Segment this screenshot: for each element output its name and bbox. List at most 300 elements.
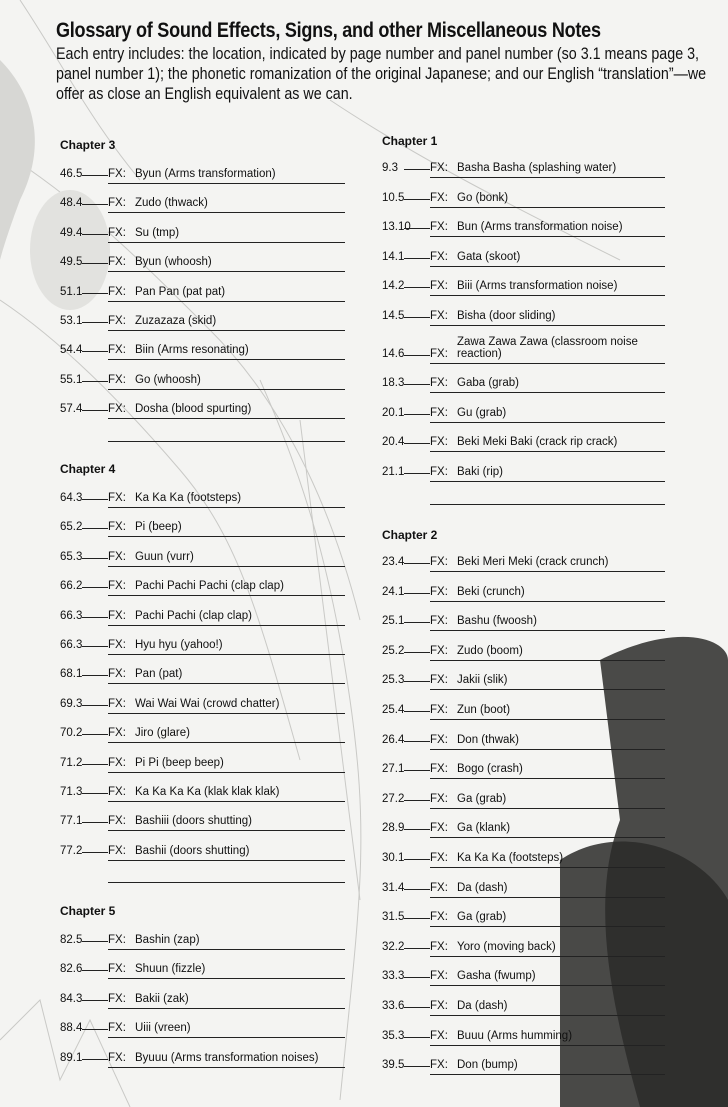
entry-dash	[404, 258, 430, 259]
entry-dash	[404, 473, 430, 474]
entry-dash	[82, 734, 108, 735]
entry-description: Beki (crunch)	[457, 585, 525, 598]
entry-description: Beki Meri Meki (crack crunch)	[457, 556, 609, 568]
entry-dash	[404, 287, 430, 288]
glossary-entry	[382, 215, 665, 237]
entry-location: 21.1	[382, 466, 405, 478]
entry-rule	[108, 772, 345, 773]
glossary-entry	[60, 309, 345, 331]
entry-description: Su (tmp)	[135, 226, 180, 239]
entry-location: 24.1	[382, 585, 405, 598]
glossary-entry	[382, 668, 665, 690]
glossary-entry	[382, 905, 665, 927]
entry-dash	[404, 741, 430, 742]
entry-location: 30.1	[382, 852, 405, 864]
entry-location: 66.2	[60, 580, 83, 593]
entry-dash	[404, 977, 430, 978]
glossary-entry	[60, 280, 345, 302]
entry-description: Zudo (boom)	[457, 644, 523, 657]
entry-description: Wai Wai Wai (crowd chatter)	[135, 697, 280, 710]
entry-location: 69.3	[60, 697, 83, 710]
chapter-heading: Chapter 2	[382, 528, 438, 542]
entry-location: 49.4	[60, 226, 83, 239]
entry-rule	[108, 389, 345, 390]
entry-dash	[82, 499, 108, 500]
glossary-entry	[382, 698, 665, 720]
entry-rule	[108, 271, 345, 272]
entry-dash	[404, 1066, 430, 1067]
entry-rule	[108, 742, 345, 743]
entry-rule	[108, 801, 345, 802]
glossary-title: Glossary of Sound Effects, Signs, and other Miscellaneous Notes	[56, 19, 601, 42]
chapter-heading: Chapter 5	[60, 904, 116, 918]
glossary-entry	[60, 721, 345, 743]
entry-location: 53.1	[60, 315, 83, 327]
entry-location: 14.5	[382, 310, 405, 322]
entry-dash	[404, 414, 430, 415]
entry-description: Ga (grab)	[457, 792, 507, 805]
entry-dash	[82, 1029, 108, 1030]
fx-label: FX:	[108, 934, 126, 946]
fx-label: FX:	[108, 373, 126, 386]
entry-description: Go (whoosh)	[135, 373, 201, 386]
glossary-entry	[382, 816, 665, 838]
fx-label: FX:	[430, 852, 448, 864]
entry-rule	[108, 713, 345, 714]
fx-label: FX:	[430, 763, 448, 776]
entry-rule	[108, 949, 345, 950]
entry-dash	[404, 563, 430, 564]
glossary-entry	[60, 221, 345, 243]
entry-description: Gata (skoot)	[457, 250, 521, 263]
entry-location: 66.3	[60, 609, 83, 622]
entry-rule	[108, 566, 345, 567]
glossary-entry	[60, 780, 345, 802]
entry-rule	[108, 212, 345, 213]
fx-label: FX:	[430, 250, 448, 263]
fx-label: FX:	[430, 556, 448, 568]
glossary-entry	[382, 787, 665, 809]
entry-location: 14.1	[382, 250, 405, 263]
entry-dash	[404, 918, 430, 919]
fx-label: FX:	[108, 580, 126, 593]
entry-dash	[82, 410, 108, 411]
entry-location: 10.5	[382, 191, 405, 204]
fx-label: FX:	[108, 786, 126, 798]
entry-location: 13.10	[382, 221, 411, 234]
glossary-entry	[60, 839, 345, 861]
entry-location: 88.4	[60, 1022, 83, 1035]
glossary-entry	[382, 401, 665, 423]
entry-location: 14.6	[382, 347, 405, 360]
entry-dash	[404, 800, 430, 801]
fx-label: FX:	[430, 406, 448, 419]
glossary-entry	[382, 964, 665, 986]
entry-description: Don (thwak)	[457, 733, 519, 746]
entry-dash	[82, 558, 108, 559]
entry-rule	[430, 926, 665, 927]
entry-location: 18.3	[382, 377, 405, 390]
fx-label: FX:	[108, 403, 126, 416]
entry-dash	[404, 770, 430, 771]
entry-description: Bun (Arms transformation noise)	[457, 221, 623, 234]
fx-label: FX:	[430, 940, 448, 953]
entry-location: 35.3	[382, 1029, 405, 1042]
entry-dash	[404, 948, 430, 949]
glossary-entry	[60, 515, 345, 537]
entry-rule	[108, 1008, 345, 1009]
entry-dash	[404, 1007, 430, 1008]
fx-label: FX:	[430, 1029, 448, 1042]
fx-label: FX:	[430, 347, 448, 360]
entry-location: 33.3	[382, 970, 405, 983]
entry-location: 27.2	[382, 792, 405, 805]
entry-location: 70.2	[60, 727, 83, 740]
glossary-entry	[382, 1024, 665, 1046]
fx-label: FX:	[108, 256, 126, 269]
entry-dash	[82, 293, 108, 294]
entry-rule	[108, 830, 345, 831]
entry-location: 26.4	[382, 733, 405, 746]
entry-description: Da (dash)	[457, 881, 508, 894]
entry-description: Pi Pi (beep beep)	[135, 756, 224, 769]
fx-label: FX:	[108, 550, 126, 563]
entry-rule	[108, 595, 345, 596]
fx-label: FX:	[108, 815, 126, 828]
fx-label: FX:	[430, 1059, 448, 1072]
entry-rule	[430, 571, 665, 572]
entry-dash	[82, 793, 108, 794]
entry-description: Beki Meki Baki (crack rip crack)	[457, 436, 618, 449]
entry-dash	[82, 204, 108, 205]
entry-dash	[404, 228, 430, 229]
entry-description: Jakii (slik)	[457, 674, 508, 687]
entry-location: 20.4	[382, 436, 405, 449]
glossary-entry	[60, 604, 345, 626]
entry-rule	[430, 808, 665, 809]
entry-rule	[430, 392, 665, 393]
entry-rule	[108, 359, 345, 360]
fx-label: FX:	[108, 344, 126, 357]
entry-description: Gu (grab)	[457, 406, 507, 419]
entry-rule	[430, 867, 665, 868]
entry-rule	[430, 325, 665, 326]
entry-description: Pan (pat)	[135, 668, 183, 681]
fx-label: FX:	[108, 639, 126, 651]
entry-location: 32.2	[382, 940, 405, 953]
chapter-heading: Chapter 3	[60, 138, 116, 152]
entry-dash	[82, 381, 108, 382]
glossary-entry	[60, 191, 345, 213]
entry-rule	[430, 630, 665, 631]
entry-location: 54.4	[60, 344, 83, 357]
fx-label: FX:	[430, 280, 448, 293]
fx-label: FX:	[430, 377, 448, 390]
glossary-entry	[60, 751, 345, 773]
fx-label: FX:	[430, 436, 448, 449]
glossary-entry	[60, 338, 345, 360]
entry-description: Byun (Arms transformation)	[135, 168, 276, 180]
entry-dash	[404, 681, 430, 682]
entry-dash	[82, 322, 108, 323]
entry-rule	[430, 266, 665, 267]
fx-label: FX:	[108, 226, 126, 239]
glossary-entry	[382, 460, 665, 482]
glossary-entry	[60, 250, 345, 272]
entry-location: 20.1	[382, 406, 405, 419]
entry-rule	[430, 363, 665, 364]
glossary-entry	[382, 156, 665, 178]
entry-dash	[404, 1037, 430, 1038]
glossary-entry	[382, 550, 665, 572]
entry-rule	[430, 295, 665, 296]
fx-label: FX:	[108, 963, 126, 976]
entry-description: Pachi Pachi Pachi (clap clap)	[135, 580, 284, 593]
fx-label: FX:	[108, 1051, 126, 1064]
entry-description: Hyu hyu (yahoo!)	[135, 639, 223, 651]
entry-description: Bogo (crash)	[457, 763, 523, 776]
fx-label: FX:	[430, 822, 448, 835]
fx-label: FX:	[430, 615, 448, 628]
glossary-entry	[382, 186, 665, 208]
glossary-entry	[60, 692, 345, 714]
glossary-entry	[60, 368, 345, 390]
entry-rule	[108, 242, 345, 243]
entry-rule	[108, 507, 345, 508]
glossary-entry	[60, 1046, 345, 1068]
entry-location: 71.3	[60, 786, 83, 798]
entry-location: 49.5	[60, 256, 83, 269]
fx-label: FX:	[108, 756, 126, 769]
entry-rule	[430, 207, 665, 208]
entry-dash	[82, 528, 108, 529]
entry-description: Zawa Zawa Zawa (classroom noise reaction)	[457, 335, 638, 360]
entry-dash	[404, 199, 430, 200]
fx-label: FX:	[430, 792, 448, 805]
entry-location: 39.5	[382, 1059, 405, 1072]
entry-location: 25.4	[382, 704, 405, 716]
chapter-heading: Chapter 1	[382, 134, 438, 148]
entry-rule	[430, 719, 665, 720]
entry-rule	[108, 1067, 345, 1068]
entry-dash	[404, 859, 430, 860]
entry-location: 77.2	[60, 844, 83, 857]
entry-rule	[430, 660, 665, 661]
entry-description: Zudo (thwack)	[135, 197, 208, 210]
fx-label: FX:	[108, 727, 126, 740]
entry-rule	[430, 422, 665, 423]
entry-description: Dosha (blood spurting)	[135, 403, 252, 416]
entry-rule	[430, 897, 665, 898]
glossary-entry	[60, 162, 345, 184]
entry-description: Ka Ka Ka Ka (klak klak klak)	[135, 786, 280, 798]
entry-location: 84.3	[60, 992, 83, 1005]
fx-label: FX:	[430, 704, 448, 716]
entry-dash	[404, 443, 430, 444]
entry-location: 68.1	[60, 668, 83, 681]
entry-description: Zun (boot)	[457, 704, 511, 716]
entry-location: 89.1	[60, 1051, 83, 1064]
entry-location: 33.6	[382, 1000, 405, 1012]
fx-label: FX:	[108, 197, 126, 210]
entry-dash	[82, 852, 108, 853]
fx-label: FX:	[430, 970, 448, 983]
entry-rule	[108, 978, 345, 979]
glossary-entry	[382, 245, 665, 267]
glossary-entry	[60, 486, 345, 508]
entry-description: Uiii (vreen)	[135, 1022, 191, 1035]
entry-dash	[404, 169, 430, 170]
entry-description: Zuzazaza (skid)	[135, 315, 217, 327]
entry-dash	[404, 622, 430, 623]
fx-label: FX:	[430, 310, 448, 322]
entry-description: Guun (vurr)	[135, 550, 194, 563]
entry-rule	[430, 177, 665, 178]
glossary-entry	[382, 1053, 665, 1075]
entry-dash	[404, 384, 430, 385]
fx-label: FX:	[108, 992, 126, 1005]
glossary-entry	[60, 633, 345, 655]
fx-label: FX:	[108, 492, 126, 504]
entry-description: Buuu (Arms humming)	[457, 1029, 573, 1042]
entry-description: Go (bonk)	[457, 191, 509, 204]
fx-label: FX:	[430, 162, 448, 174]
entry-dash	[82, 1059, 108, 1060]
entry-rule	[108, 183, 345, 184]
glossary-entry	[382, 935, 665, 957]
entry-rule	[430, 601, 665, 602]
entry-rule	[430, 1074, 665, 1075]
fx-label: FX:	[108, 285, 126, 298]
fx-label: FX:	[430, 191, 448, 204]
entry-description: Byun (whoosh)	[135, 256, 212, 269]
entry-location: 46.5	[60, 168, 83, 180]
entry-dash	[82, 675, 108, 676]
entry-dash	[82, 587, 108, 588]
entry-location: 25.3	[382, 674, 405, 687]
fx-label: FX:	[430, 466, 448, 478]
entry-description: Pan Pan (pat pat)	[135, 285, 226, 298]
entry-location: 55.1	[60, 373, 83, 386]
fx-label: FX:	[430, 1000, 448, 1012]
entry-description: Ka Ka Ka (footsteps)	[457, 852, 564, 864]
entry-description: Basha Basha (splashing water)	[457, 162, 617, 174]
glossary-entry	[382, 639, 665, 661]
entry-rule	[430, 749, 665, 750]
glossary-entry	[60, 1016, 345, 1038]
entry-dash	[82, 705, 108, 706]
entry-description: Pachi Pachi (clap clap)	[135, 609, 252, 622]
glossary-entry	[382, 334, 665, 364]
entry-dash	[82, 970, 108, 971]
blank-rule	[108, 882, 345, 883]
entry-dash	[82, 1000, 108, 1001]
fx-label: FX:	[108, 844, 126, 857]
fx-label: FX:	[430, 585, 448, 598]
entry-dash	[404, 652, 430, 653]
entry-rule	[108, 536, 345, 537]
entry-description: Bisha (door sliding)	[457, 310, 556, 322]
glossary-entry	[60, 928, 345, 950]
entry-rule	[430, 451, 665, 452]
glossary-intro: Each entry includes: the location, indicated by page number and panel number (so 3.1 means page 3, panel number 1); the phonetic romanization of the original Japanese; and our English “translation”—we offer as close an English equivalent as we can.	[56, 44, 707, 103]
entry-description: Ga (grab)	[457, 911, 507, 924]
entry-rule	[430, 837, 665, 838]
entry-description: Gasha (fwump)	[457, 970, 536, 983]
entry-dash	[404, 829, 430, 830]
entry-rule	[430, 985, 665, 986]
entry-description: Ga (klank)	[457, 822, 511, 835]
entry-description: Baki (rip)	[457, 466, 504, 478]
entry-rule	[108, 330, 345, 331]
chapter-heading: Chapter 4	[60, 462, 116, 476]
entry-location: 48.4	[60, 197, 83, 210]
fx-label: FX:	[108, 609, 126, 622]
entry-dash	[82, 941, 108, 942]
entry-location: 57.4	[60, 403, 83, 416]
entry-dash	[404, 711, 430, 712]
fx-label: FX:	[430, 911, 448, 924]
entry-location: 65.3	[60, 550, 83, 563]
entry-dash	[82, 764, 108, 765]
entry-description: Pi (beep)	[135, 521, 182, 534]
entry-description: Shuun (fizzle)	[135, 963, 206, 976]
blank-rule	[430, 504, 665, 505]
entry-rule	[430, 236, 665, 237]
entry-rule	[430, 778, 665, 779]
entry-location: 14.2	[382, 280, 405, 293]
entry-dash	[404, 317, 430, 318]
entry-description: Biii (Arms transformation noise)	[457, 280, 618, 293]
entry-location: 9.3	[382, 162, 398, 174]
entry-dash	[404, 593, 430, 594]
entry-location: 51.1	[60, 285, 83, 298]
entry-location: 82.6	[60, 963, 83, 976]
fx-label: FX:	[108, 521, 126, 534]
entry-rule	[108, 625, 345, 626]
entry-dash	[82, 263, 108, 264]
glossary-entry	[382, 728, 665, 750]
entry-location: 27.1	[382, 763, 405, 776]
glossary-entry	[60, 574, 345, 596]
entry-rule	[108, 418, 345, 419]
fx-label: FX:	[108, 1022, 126, 1035]
entry-description: Don (bump)	[457, 1059, 518, 1072]
entry-description: Bashiii (doors shutting)	[135, 815, 252, 828]
entry-description: Jiro (glare)	[135, 727, 190, 740]
entry-description: Bakii (zak)	[135, 992, 189, 1005]
glossary-entry	[60, 987, 345, 1009]
entry-rule	[430, 1015, 665, 1016]
entry-description: Yoro (moving back)	[457, 940, 556, 953]
entry-location: 77.1	[60, 815, 83, 828]
entry-rule	[108, 301, 345, 302]
fx-label: FX:	[430, 644, 448, 657]
entry-dash	[82, 822, 108, 823]
glossary-entry	[382, 994, 665, 1016]
glossary-entry	[382, 274, 665, 296]
entry-rule	[430, 956, 665, 957]
entry-dash	[82, 351, 108, 352]
entry-location: 64.3	[60, 492, 83, 504]
entry-rule	[430, 1045, 665, 1046]
entry-location: 23.4	[382, 556, 405, 568]
entry-description: Ka Ka Ka (footsteps)	[135, 492, 242, 504]
glossary-entry	[382, 371, 665, 393]
entry-rule	[108, 654, 345, 655]
entry-location: 28.9	[382, 822, 405, 835]
entry-location: 25.1	[382, 615, 405, 628]
